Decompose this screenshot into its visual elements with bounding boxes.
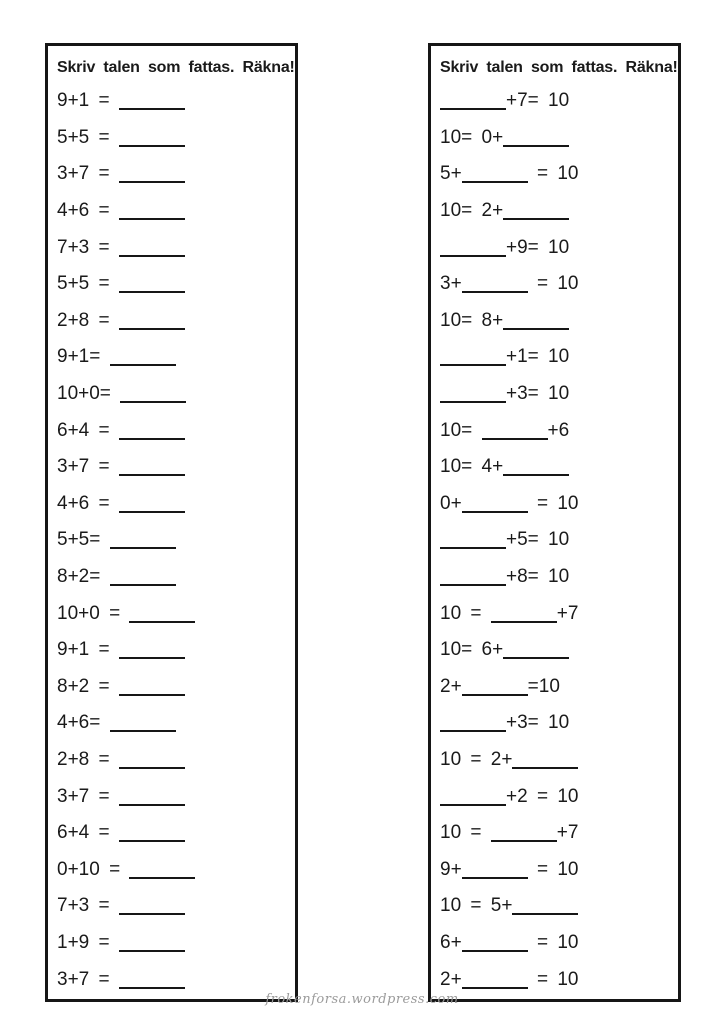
answer-blank <box>119 474 185 476</box>
problem-text: 2+ <box>440 675 462 697</box>
problem-row <box>440 193 674 230</box>
problem-text: 5+5 = <box>57 126 119 148</box>
problem-text: 7+3 = <box>57 895 119 917</box>
problem-row <box>440 449 674 486</box>
answer-blank <box>119 328 185 330</box>
problem-text: 9+1 = <box>57 90 119 112</box>
problem-row <box>57 376 291 413</box>
problem-text: +2 = 10 <box>506 785 579 807</box>
problem-text: 3+7 = <box>57 968 119 990</box>
problem-row <box>440 632 674 669</box>
answer-blank <box>110 584 176 586</box>
answer-blank <box>491 840 557 842</box>
problem-text: 3+7 = <box>57 163 119 185</box>
answer-blank <box>110 547 176 549</box>
problem-text: 3+7 = <box>57 456 119 478</box>
problem-row <box>440 266 674 303</box>
problem-row <box>57 449 291 486</box>
answer-blank <box>462 950 528 952</box>
problem-text: = 10 <box>527 273 579 295</box>
answer-blank <box>120 401 186 403</box>
problem-row <box>57 595 291 632</box>
problem-text: 9+1= <box>57 346 110 368</box>
problem-row <box>57 193 291 230</box>
problem-row <box>57 229 291 266</box>
problem-row <box>440 888 674 925</box>
problem-text: 3+ <box>440 273 462 295</box>
problem-text: 0+ <box>440 492 462 514</box>
problem-row <box>57 120 291 157</box>
problem-row <box>57 412 291 449</box>
problem-row <box>440 669 674 706</box>
problem-row <box>440 339 674 376</box>
answer-blank <box>119 840 185 842</box>
answer-blank <box>119 181 185 183</box>
problem-row <box>440 705 674 742</box>
problem-row <box>440 851 674 888</box>
problem-text: 10+0 = <box>57 602 130 624</box>
problem-row <box>57 778 291 815</box>
problem-row <box>440 486 674 523</box>
problem-text: 0+10 = <box>57 858 130 880</box>
problem-text: +6 <box>547 419 570 441</box>
problem-text: 9+ <box>440 858 462 880</box>
problem-text: 2+ <box>440 968 462 990</box>
problem-text: 7+3 = <box>57 236 119 258</box>
problem-row <box>57 266 291 303</box>
problem-row <box>440 412 674 449</box>
problem-text: 10= 6+ <box>440 639 504 661</box>
answer-blank <box>512 913 578 915</box>
answer-blank <box>119 108 185 110</box>
answer-blank <box>491 621 557 623</box>
answer-blank <box>119 987 185 989</box>
problem-text: +7= 10 <box>506 90 570 112</box>
problem-text: 10= <box>440 419 482 441</box>
problem-text: 4+6 = <box>57 200 119 222</box>
problem-row <box>440 156 674 193</box>
problem-text: 10 = 2+ <box>440 748 513 770</box>
problems-list <box>57 83 291 998</box>
problem-text: 10 = <box>440 822 491 844</box>
answer-blank <box>119 438 185 440</box>
problem-text: 6+ <box>440 931 462 953</box>
problem-row <box>57 559 291 596</box>
problem-row <box>440 815 674 852</box>
problem-row <box>440 742 674 779</box>
problem-text: +7 <box>556 822 579 844</box>
problem-text: 5+5 = <box>57 273 119 295</box>
answer-blank <box>440 730 506 732</box>
answer-blank <box>440 584 506 586</box>
problem-row <box>440 303 674 340</box>
problem-row <box>57 961 291 998</box>
problem-text: 5+ <box>440 163 462 185</box>
answer-blank <box>503 474 569 476</box>
answer-blank <box>503 145 569 147</box>
answer-blank <box>462 511 528 513</box>
watermark-url: frokenforsa.wordpress.com <box>265 992 459 1007</box>
answer-blank <box>462 987 528 989</box>
problem-text: 6+4 = <box>57 419 119 441</box>
worksheet-panel-right <box>428 43 681 1002</box>
answer-blank <box>119 291 185 293</box>
problem-row <box>57 925 291 962</box>
answer-blank <box>440 108 506 110</box>
answer-blank <box>440 255 506 257</box>
problem-text: 4+6 = <box>57 492 119 514</box>
problem-text: 10= 2+ <box>440 200 504 222</box>
problem-row <box>440 229 674 266</box>
worksheet-title: Skriv talen som fattas. Räkna! <box>440 59 678 76</box>
problem-row <box>440 83 674 120</box>
problem-text: =10 <box>527 675 560 697</box>
problems-list <box>440 83 674 998</box>
problem-text: +1= 10 <box>506 346 570 368</box>
problem-text: = 10 <box>527 858 579 880</box>
answer-blank <box>119 804 185 806</box>
answer-blank <box>462 181 528 183</box>
problem-row <box>57 486 291 523</box>
problem-text: 10 = 5+ <box>440 895 513 917</box>
problem-text: 10= 8+ <box>440 309 504 331</box>
problem-text: = 10 <box>527 163 579 185</box>
problem-row <box>57 669 291 706</box>
problem-row <box>57 815 291 852</box>
answer-blank <box>119 950 185 952</box>
problem-text: +3= 10 <box>506 712 570 734</box>
problem-row <box>440 595 674 632</box>
answer-blank <box>462 877 528 879</box>
answer-blank <box>503 218 569 220</box>
problem-row <box>440 559 674 596</box>
answer-blank <box>119 255 185 257</box>
problem-row <box>57 522 291 559</box>
answer-blank <box>110 364 176 366</box>
problem-row <box>440 925 674 962</box>
answer-blank <box>503 657 569 659</box>
problem-text: +5= 10 <box>506 529 570 551</box>
problem-text: 10= 0+ <box>440 126 504 148</box>
problem-text: 3+7 = <box>57 785 119 807</box>
worksheet-panel-left <box>45 43 298 1002</box>
worksheet-title: Skriv talen som fattas. Räkna! <box>57 59 295 76</box>
answer-blank <box>482 438 548 440</box>
problem-text: 10= 4+ <box>440 456 504 478</box>
problem-text: 2+8 = <box>57 309 119 331</box>
answer-blank <box>119 694 185 696</box>
problem-text: = 10 <box>527 931 579 953</box>
problem-text: 5+5= <box>57 529 110 551</box>
problem-row <box>57 888 291 925</box>
problem-text: +9= 10 <box>506 236 570 258</box>
problem-text: 6+4 = <box>57 822 119 844</box>
problem-row <box>440 522 674 559</box>
problem-text: +3= 10 <box>506 383 570 405</box>
problem-text: 1+9 = <box>57 931 119 953</box>
problem-text: +8= 10 <box>506 566 570 588</box>
problem-text: 2+8 = <box>57 748 119 770</box>
problem-row <box>57 632 291 669</box>
answer-blank <box>119 511 185 513</box>
problem-text: = 10 <box>527 492 579 514</box>
problem-text: 8+2 = <box>57 675 119 697</box>
problem-row <box>57 339 291 376</box>
problem-row <box>57 303 291 340</box>
problem-text: 10+0= <box>57 383 121 405</box>
problem-text: 9+1 = <box>57 639 119 661</box>
answer-blank <box>110 730 176 732</box>
problem-row <box>440 376 674 413</box>
problem-row <box>440 120 674 157</box>
problem-text: 8+2= <box>57 566 110 588</box>
answer-blank <box>440 804 506 806</box>
answer-blank <box>462 291 528 293</box>
problem-row <box>57 851 291 888</box>
answer-blank <box>129 877 195 879</box>
answer-blank <box>462 694 528 696</box>
problem-row <box>57 83 291 120</box>
answer-blank <box>119 145 185 147</box>
answer-blank <box>119 767 185 769</box>
problem-row <box>57 705 291 742</box>
answer-blank <box>503 328 569 330</box>
problem-row <box>440 778 674 815</box>
problem-row <box>57 156 291 193</box>
problem-row <box>440 961 674 998</box>
problem-text: = 10 <box>527 968 579 990</box>
problem-text: 10 = <box>440 602 491 624</box>
answer-blank <box>119 657 185 659</box>
problem-text: +7 <box>556 602 579 624</box>
problem-row <box>57 742 291 779</box>
answer-blank <box>119 218 185 220</box>
answer-blank <box>440 401 506 403</box>
answer-blank <box>440 364 506 366</box>
problem-text: 4+6= <box>57 712 110 734</box>
answer-blank <box>440 547 506 549</box>
answer-blank <box>119 913 185 915</box>
answer-blank <box>512 767 578 769</box>
answer-blank <box>129 621 195 623</box>
